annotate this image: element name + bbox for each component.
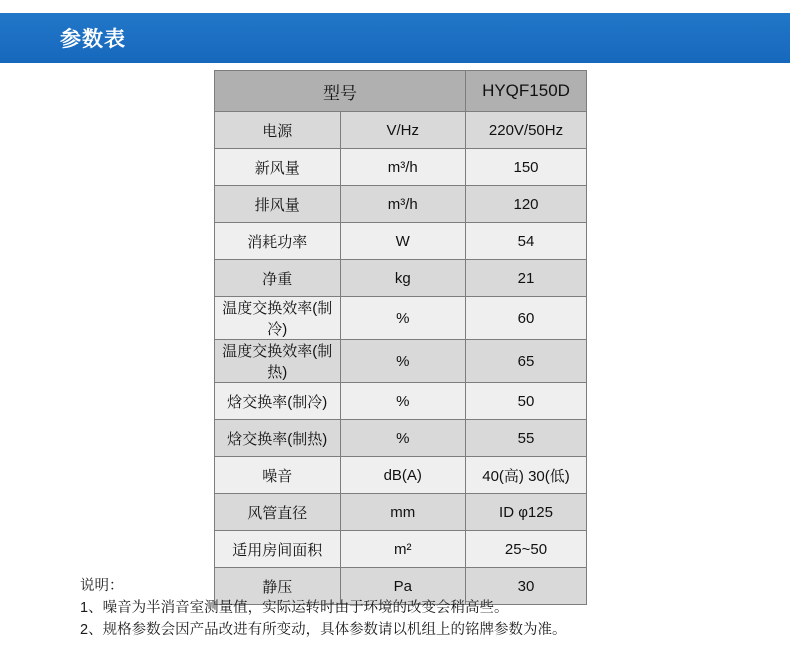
table-row (215, 297, 587, 340)
row-name: 焓交换率(制冷) (215, 383, 341, 420)
table-row (215, 112, 587, 149)
row-name: 电源 (215, 112, 341, 149)
table-row-title (215, 71, 587, 112)
row-name: 净重 (215, 260, 341, 297)
row-name: 适用房间面积 (215, 531, 341, 568)
notes-heading: 说明： (80, 578, 124, 594)
row-value: 25~50 (466, 531, 587, 568)
row-unit: W (340, 223, 466, 260)
row-unit: % (340, 383, 466, 420)
row-value: 220V/50Hz (466, 112, 587, 149)
spec-table-container (214, 70, 576, 605)
notes-line-2: 2、规格参数会因产品改进有所变动，具体参数请以机组上的铭牌参数为准。 (80, 622, 567, 638)
row-unit: kg (340, 260, 466, 297)
row-value: 60 (466, 297, 587, 340)
row-name: 新风量 (215, 149, 341, 186)
table-row (215, 149, 587, 186)
table-row (215, 494, 587, 531)
row-unit: V/Hz (340, 112, 466, 149)
table-row (215, 457, 587, 494)
row-unit: m³/h (340, 186, 466, 223)
row-value: 54 (466, 223, 587, 260)
row-unit: Pa (340, 568, 466, 605)
row-unit: dB(A) (340, 457, 466, 494)
row-name: 消耗功率 (215, 223, 341, 260)
row-value: 21 (466, 260, 587, 297)
table-row (215, 531, 587, 568)
row-value: 150 (466, 149, 587, 186)
table-row (215, 340, 587, 383)
row-value: 120 (466, 186, 587, 223)
row-unit: mm (340, 494, 466, 531)
row-name: 噪音 (215, 457, 341, 494)
table-row (215, 186, 587, 223)
row-value: ID φ125 (466, 494, 587, 531)
header-bar (0, 13, 790, 63)
row-value: 30 (466, 568, 587, 605)
row-name: 温度交换效率(制冷) (215, 297, 341, 340)
row-name: 排风量 (215, 186, 341, 223)
row-unit: m² (340, 531, 466, 568)
model-label: 型号 (215, 71, 466, 112)
row-name: 焓交换率(制热) (215, 420, 341, 457)
row-name: 温度交换效率(制热) (215, 340, 341, 383)
page-title: 参数表 (60, 28, 126, 51)
row-value: 65 (466, 340, 587, 383)
table-row (215, 420, 587, 457)
table-row (215, 383, 587, 420)
row-value: 55 (466, 420, 587, 457)
table-row (215, 223, 587, 260)
notes-block (80, 575, 740, 641)
model-value: HYQF150D (466, 71, 587, 112)
row-value: 40(高) 30(低) (466, 457, 587, 494)
row-unit: % (340, 420, 466, 457)
row-unit: % (340, 340, 466, 383)
row-name: 静压 (215, 568, 341, 605)
row-value: 50 (466, 383, 587, 420)
row-unit: m³/h (340, 149, 466, 186)
row-name: 风管直径 (215, 494, 341, 531)
notes-line-1: 1、噪音为半消音室测量值，实际运转时由于环境的改变会稍高些。 (80, 600, 509, 616)
row-unit: % (340, 297, 466, 340)
spec-table (214, 70, 587, 605)
table-row (215, 260, 587, 297)
